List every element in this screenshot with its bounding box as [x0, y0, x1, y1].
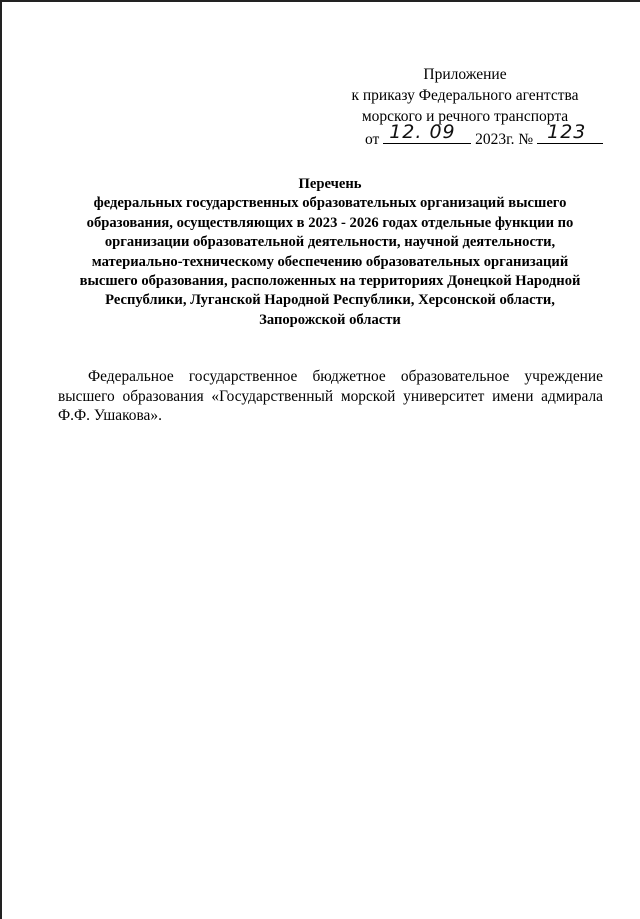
document-heading [60, 175, 600, 330]
heading-line: материально-техническому обеспечению образовательных организаций [91, 253, 569, 270]
appendix-title: Приложение [423, 66, 507, 83]
appendix-order-ref: к приказу Федерального агентства [351, 87, 579, 104]
scan-edge-top [0, 0, 640, 2]
handwritten-date: 12. 09 [389, 121, 456, 143]
heading-title: Перечень [298, 176, 362, 192]
date-prefix: от [365, 131, 380, 148]
heading-line: образования, осуществляющих в 2023 - 2026 годах отдельные функции по [86, 214, 574, 231]
handwritten-number: 123 [547, 121, 587, 143]
appendix-block [345, 64, 585, 150]
appendix-date-line [345, 121, 587, 150]
body-paragraph: Федеральное государственное бюджетное образовательное учреждение высшего образования «Государственный морской университет имени адмирала Ф.Ф. Ушакова». [58, 368, 603, 425]
appendix-agency: морского и речного транспорта [361, 108, 569, 125]
heading-line: Запорожской области [259, 311, 401, 328]
heading-line: организации образовательной деятельности, научной деятельности, [104, 234, 556, 251]
year-number-label: 2023г. № [475, 131, 534, 148]
heading-line: федеральных государственных образовательных организаций высшего [93, 195, 567, 212]
heading-line: Республики, Луганской Народной Республики, Херсонской области, [105, 292, 555, 309]
heading-line: высшего образования, расположенных на территориях Донецкой Народной [79, 273, 581, 290]
date-blank [383, 121, 471, 144]
scan-edge-left [0, 0, 2, 919]
number-blank [537, 121, 603, 144]
